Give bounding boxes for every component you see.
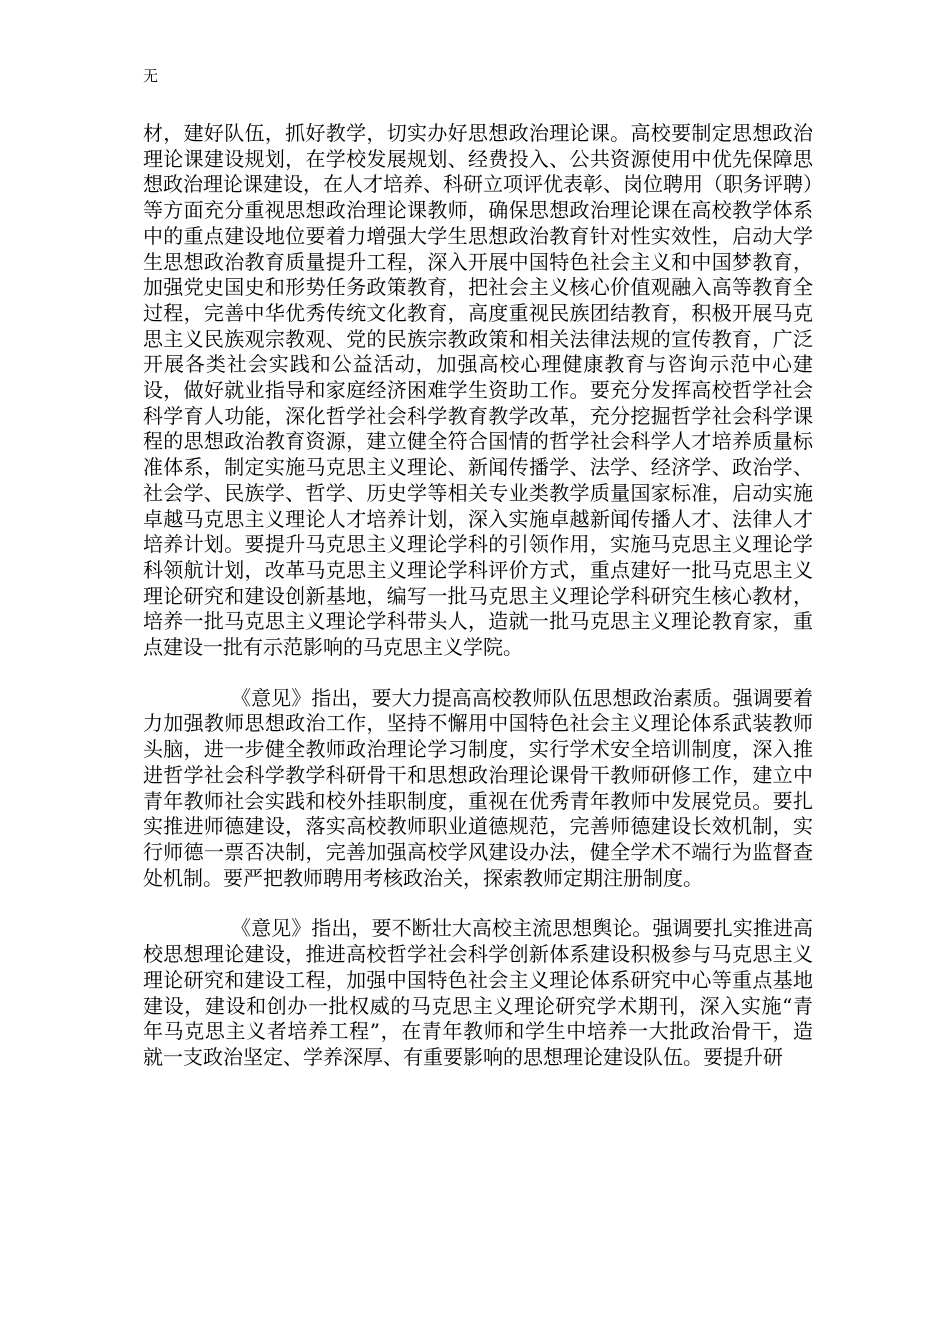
body-paragraph-1: 材，建好队伍，抓好教学，切实办好思想政治理论课。高校要制定思想政治理论课建设规划，在学校发展规划、经费投入、公共资源使用中优先保障思想政治理论课建设，在人才培养、科研立项评优表彰、岗位聘用（职务评聘）等方面充分重视思想政治理论课教师，确保思想政治理论课在高校教学体系中的重点建设地位要着力增强大学生思想政治教育针对性实效性，启动大学生思想政治教育质量提升工程，深入开展中国特色社会主义和中国梦教育，加强党史国史和形势任务政策教育，把社会主义核心价值观融入高等教育全过程，完善中华优秀传统文化教育，高度重视民族团结教育，积极开展马克思主义民族观宗教观、党的民族宗教政策和相关法律法规的宣传教育，广泛开展各类社会实践和公益活动，加强高校心理健康教育与咨询示范中心建设，做好就业指导和家庭经济困难学生资助工作。要充分发挥高校哲学社会科学育人功能，深化哲学社会科学教育教学改革，充分挖掘哲学社会科学课程的思想政治教育资源，建立健全符合国情的哲学社会科学人才培养质量标准体系，制定实施马克思主义理论、新闻传播学、法学、经济学、政治学、社会学、民族学、哲学、历史学等相关专业类教学质量国家标准，启动实施卓越马克思主义理论人才培养计划，深入实施卓越新闻传播人才、法律人才培养计划。要提升马克思主义理论学科的引领作用，实施马克思主义理论学科领航计划，改革马克思主义理论学科评价方式，重点建好一批马克思主义理论研究和建设创新基地，编写一批马克思主义理论学科研究生核心教材，培养一批马克思主义理论学科带头人，造就一批马克思主义理论教育家，重点建设一批有示范影响的马克思主义学院。 xyxy=(143,121,813,660)
body-paragraph-3: 《意见》指出，要不断壮大高校主流思想舆论。强调要扎实推进高校思想理论建设，推进高校哲学社会科学创新体系建设积极参与马克思主义理论研究和建设工程，加强中国特色社会主义理论体系研究中心等重点基地建设，建设和创办一批权威的马克思主义理论研究学术期刊，深入实施“青年马克思主义者培养工程”，在青年教师和学生中培养一大批政治骨干，造就一支政治坚定、学养深厚、有重要影响的思想理论建设队伍。要提升研 xyxy=(143,916,813,1069)
document-body xyxy=(143,121,813,1071)
page-header: 无 xyxy=(143,67,159,85)
body-paragraph-2: 《意见》指出，要大力提高高校教师队伍思想政治素质。强调要着力加强教师思想政治工作，坚持不懈用中国特色社会主义理论体系武装教师头脑，进一步健全教师政治理论学习制度，实行学术安全培训制度，深入推进哲学社会科学教学科研骨干和思想政治理论课骨干教师研修工作，建立中青年教师社会实践和校外挂职制度，重视在优秀青年教师中发展党员。要扎实推进师德建设，落实高校教师职业道德规范，完善师德建设长效机制，实行师德一票否决制，完善加强高校学风建设办法，健全学术不端行为监督查处机制。要严把教师聘用考核政治关，探索教师定期注册制度。 xyxy=(143,685,813,890)
